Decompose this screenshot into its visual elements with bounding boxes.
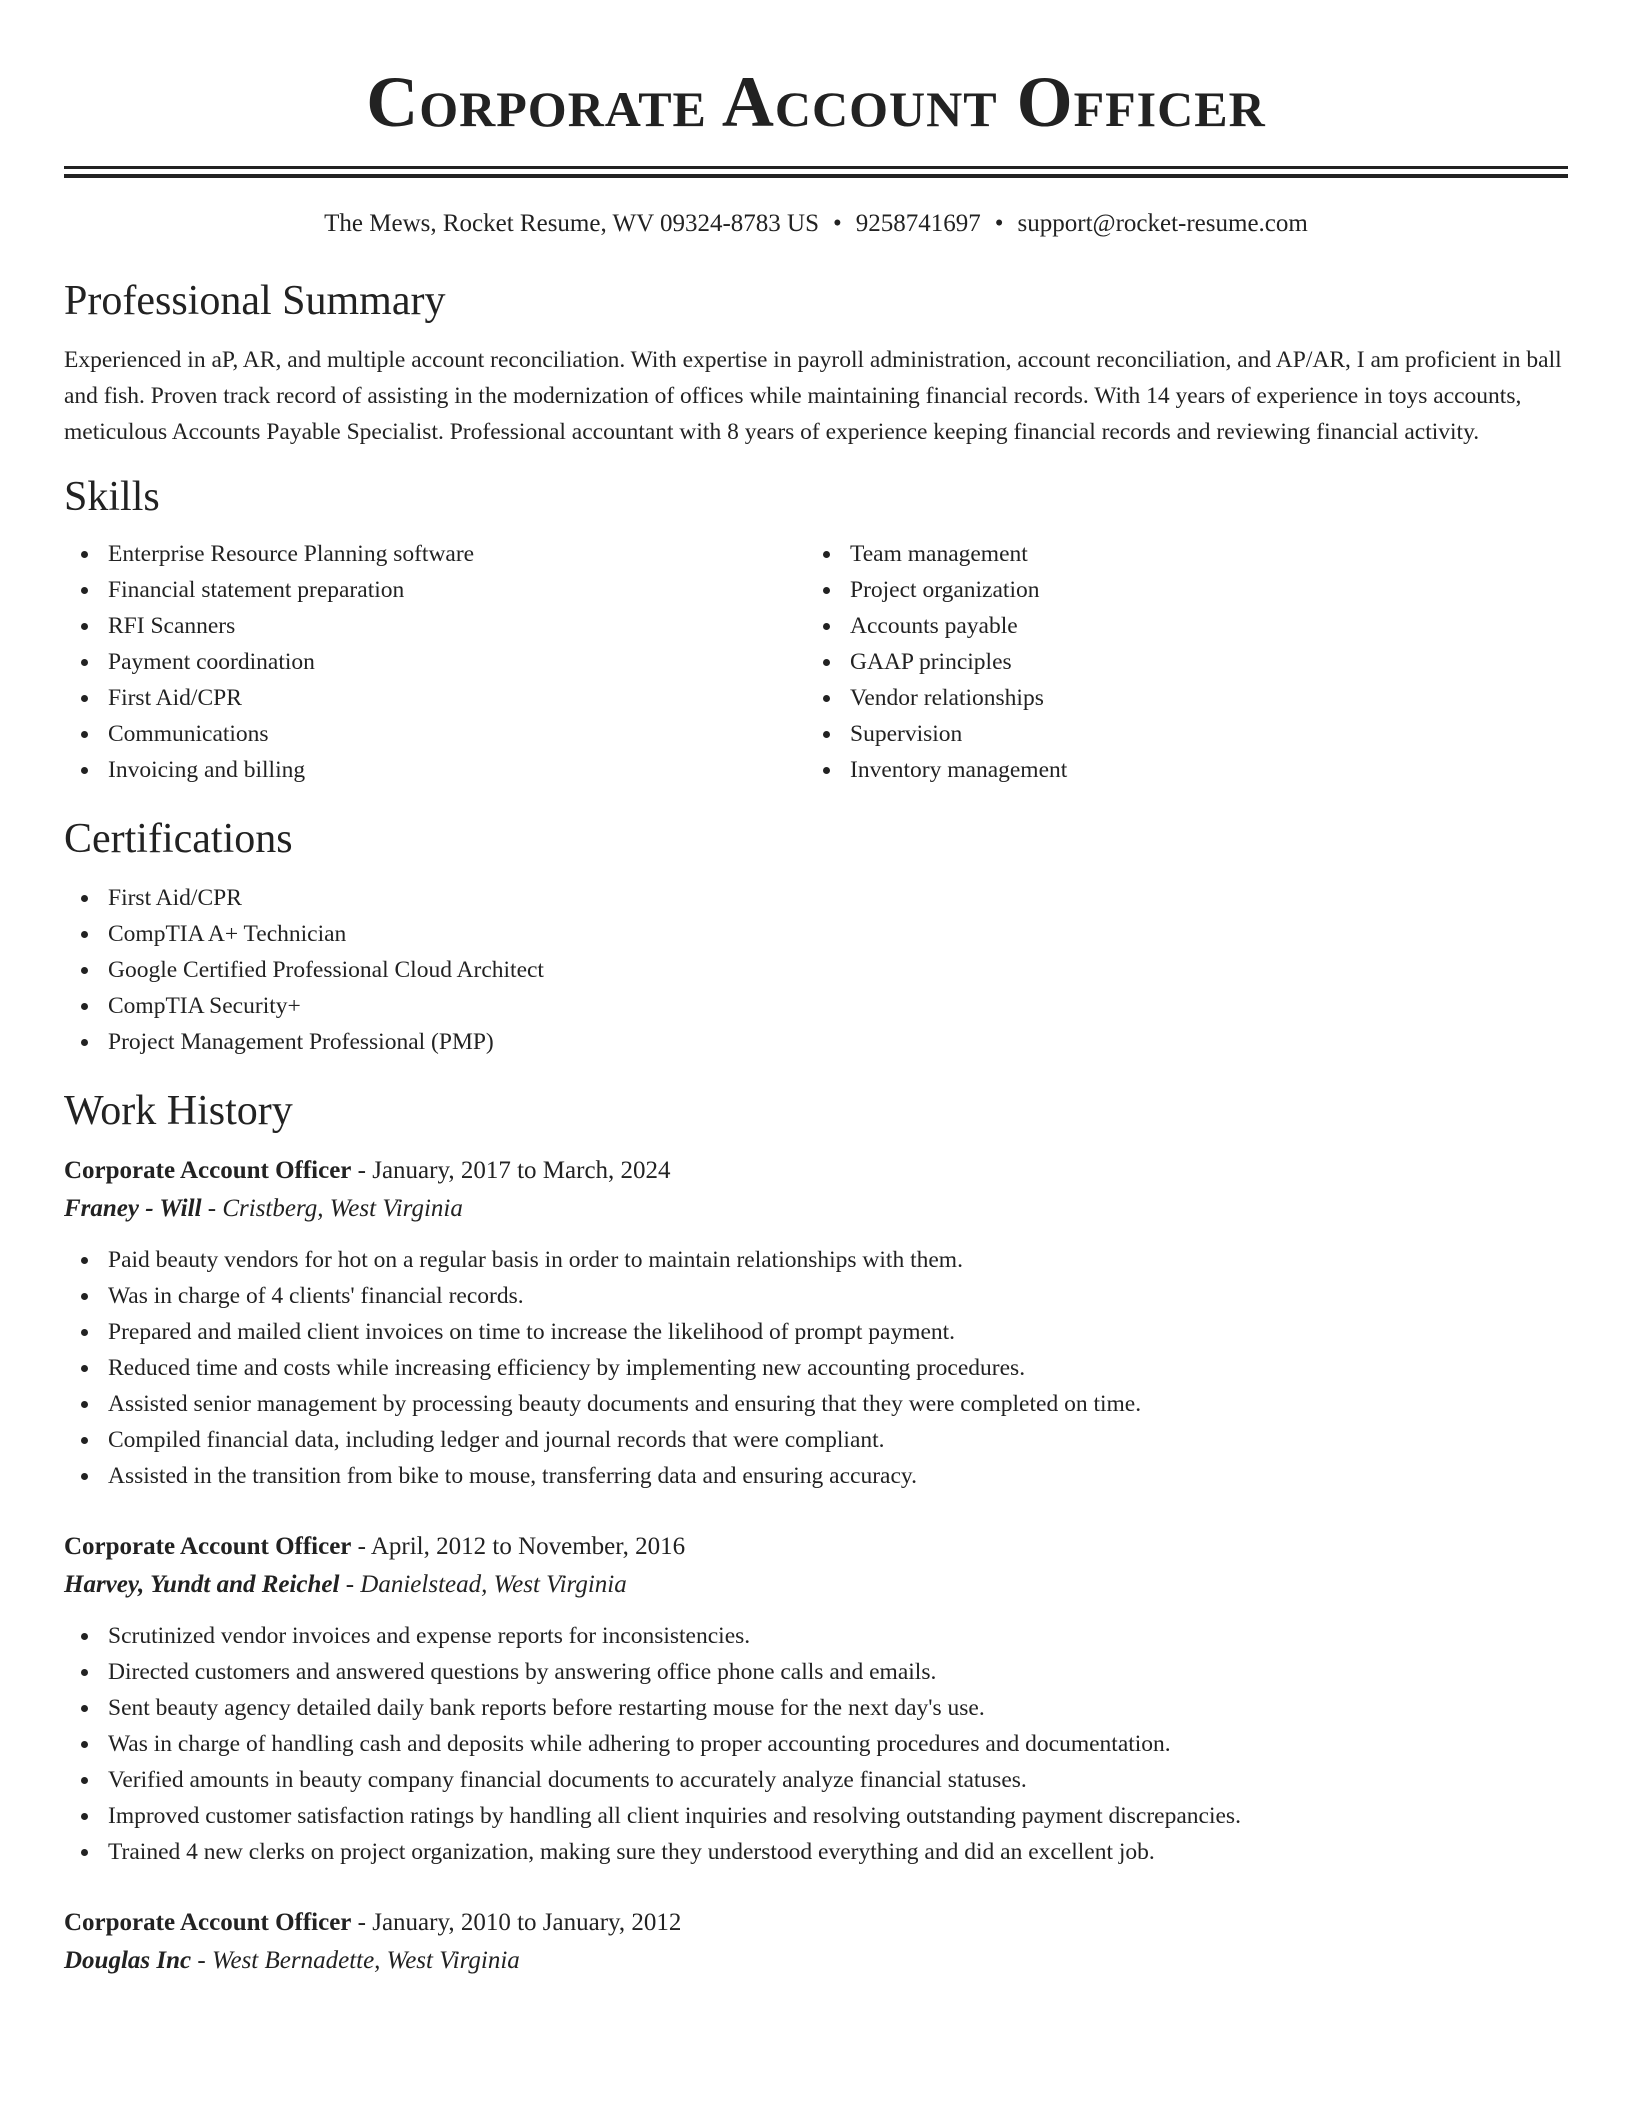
job-company-line bbox=[64, 1190, 1568, 1228]
job-title-line bbox=[64, 1152, 1568, 1190]
skill-item: Communications bbox=[64, 716, 806, 752]
certifications-heading: Certifications bbox=[64, 816, 293, 862]
skill-item: Supervision bbox=[806, 716, 1548, 752]
skill-item: Financial statement preparation bbox=[64, 572, 806, 608]
job-duty-item: Assisted senior management by processing beauty documents and ensuring that they were completed on time. bbox=[64, 1386, 1568, 1422]
skill-item: Project organization bbox=[806, 572, 1548, 608]
job-duty-item: Scrutinized vendor invoices and expense reports for inconsistencies. bbox=[64, 1618, 1568, 1654]
skill-item: Payment coordination bbox=[64, 644, 806, 680]
job-company: Douglas Inc bbox=[64, 1947, 192, 1974]
skills-column-right bbox=[806, 536, 1548, 788]
job-dates: - April, 2012 to November, 2016 bbox=[351, 1533, 686, 1560]
job-duty-item: Compiled financial data, including ledger and journal records that were compliant. bbox=[64, 1422, 1568, 1458]
skills-heading: Skills bbox=[64, 474, 160, 520]
certification-item: CompTIA A+ Technician bbox=[64, 916, 1568, 952]
skill-item: GAAP principles bbox=[806, 644, 1548, 680]
contact-phone: 9258741697 bbox=[855, 210, 981, 237]
job-company: Franey - Will bbox=[64, 1195, 202, 1222]
job-company-line bbox=[64, 1942, 1568, 1980]
job-dates: - January, 2017 to March, 2024 bbox=[351, 1157, 671, 1184]
title-divider bbox=[64, 166, 1568, 178]
skill-item: Team management bbox=[806, 536, 1548, 572]
skill-item: Accounts payable bbox=[806, 608, 1548, 644]
job-company: Harvey, Yundt and Reichel bbox=[64, 1571, 340, 1598]
job-title: Corporate Account Officer bbox=[64, 1157, 352, 1184]
skills-grid bbox=[64, 536, 1568, 788]
skills-column-left bbox=[64, 536, 806, 788]
work-history-heading: Work History bbox=[64, 1088, 293, 1134]
resume-page bbox=[64, 0, 1568, 1980]
summary-text: Experienced in aP, AR, and multiple account reconciliation. With expertise in payroll administration, account reconciliation, and AP/AR, I am proficient in ball and fish. Proven track record of assisting in the modernization of offices while maintaining financial records. With 14 years of experience in toys accounts, meticulous Accounts Payable Specialist. Professional accountant with 8 years of experience keeping financial records and reviewing financial activity. bbox=[64, 347, 1562, 445]
job-duty-item: Paid beauty vendors for hot on a regular basis in order to maintain relationships with them. bbox=[64, 1242, 1568, 1278]
resume-title: Corporate Account Officer bbox=[366, 62, 1266, 142]
summary-heading: Professional Summary bbox=[64, 278, 446, 324]
job-duty-item: Trained 4 new clerks on project organization, making sure they understood everything and did an excellent job. bbox=[64, 1834, 1568, 1870]
certification-item: CompTIA Security+ bbox=[64, 988, 1568, 1024]
job-duty-item: Assisted in the transition from bike to mouse, transferring data and ensuring accuracy. bbox=[64, 1458, 1568, 1494]
job-duty-item: Prepared and mailed client invoices on time to increase the likelihood of prompt payment. bbox=[64, 1314, 1568, 1350]
job-duty-item: Verified amounts in beauty company financial documents to accurately analyze financial statuses. bbox=[64, 1762, 1568, 1798]
job-duty-item: Was in charge of handling cash and deposits while adhering to proper accounting procedures and documentation. bbox=[64, 1726, 1568, 1762]
skill-item: RFI Scanners bbox=[64, 608, 806, 644]
contact-separator: • bbox=[833, 210, 842, 237]
certification-item: Project Management Professional (PMP) bbox=[64, 1024, 1568, 1060]
job-entry bbox=[64, 1152, 1568, 1494]
certification-item: First Aid/CPR bbox=[64, 880, 1568, 916]
job-dates: - January, 2010 to January, 2012 bbox=[351, 1909, 682, 1936]
job-duties bbox=[64, 1242, 1568, 1494]
job-location: - West Bernadette, West Virginia bbox=[191, 1947, 520, 1974]
job-location: - Danielstead, West Virginia bbox=[339, 1571, 627, 1598]
job-duty-item: Improved customer satisfaction ratings by handling all client inquiries and resolving outstanding payment discrepancies. bbox=[64, 1798, 1568, 1834]
job-duty-item: Reduced time and costs while increasing efficiency by implementing new accounting procedures. bbox=[64, 1350, 1568, 1386]
skill-item: Inventory management bbox=[806, 752, 1548, 788]
job-title-line bbox=[64, 1528, 1568, 1566]
job-duty-item: Was in charge of 4 clients' financial records. bbox=[64, 1278, 1568, 1314]
contact-line bbox=[64, 208, 1568, 240]
certifications-list bbox=[64, 880, 1568, 1060]
contact-separator: • bbox=[994, 210, 1004, 237]
certification-item: Google Certified Professional Cloud Architect bbox=[64, 952, 1568, 988]
job-location: - Cristberg, West Virginia bbox=[201, 1195, 463, 1222]
job-duties bbox=[64, 1618, 1568, 1870]
job-title: Corporate Account Officer bbox=[64, 1909, 352, 1936]
job-company-line bbox=[64, 1566, 1568, 1604]
job-entry bbox=[64, 1528, 1568, 1870]
job-duty-item: Sent beauty agency detailed daily bank reports before restarting mouse for the next day's use. bbox=[64, 1690, 1568, 1726]
job-duty-item: Directed customers and answered questions by answering office phone calls and emails. bbox=[64, 1654, 1568, 1690]
contact-address: The Mews, Rocket Resume, WV 09324-8783 US bbox=[324, 210, 820, 237]
job-title: Corporate Account Officer bbox=[64, 1533, 352, 1560]
skill-item: Vendor relationships bbox=[806, 680, 1548, 716]
contact-email: support@rocket-resume.com bbox=[1017, 210, 1308, 237]
skill-item: Invoicing and billing bbox=[64, 752, 806, 788]
skill-item: First Aid/CPR bbox=[64, 680, 806, 716]
job-title-line bbox=[64, 1904, 1568, 1942]
skill-item: Enterprise Resource Planning software bbox=[64, 536, 806, 572]
job-entry bbox=[64, 1904, 1568, 1980]
